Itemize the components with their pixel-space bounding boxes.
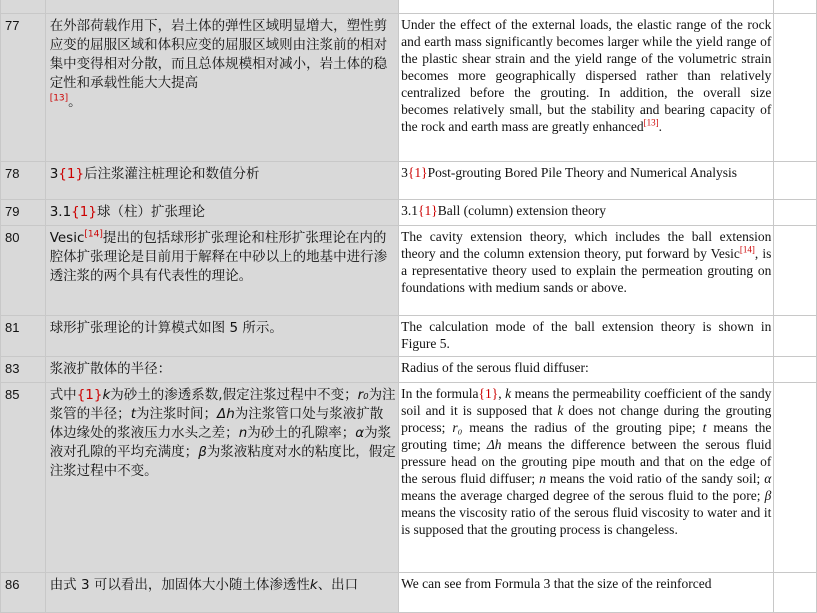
table-row[interactable] bbox=[1, 573, 817, 613]
target-text: Post-grouting Bored Pile Theory and Numerical Analysis bbox=[427, 165, 738, 180]
reference-mark: [13] bbox=[49, 93, 69, 104]
reference-mark: [14] bbox=[84, 229, 103, 240]
target-cell[interactable] bbox=[399, 14, 774, 162]
table-row[interactable] bbox=[1, 226, 817, 316]
table-row[interactable] bbox=[1, 383, 817, 573]
reference-mark: [14] bbox=[739, 244, 755, 255]
source-cell[interactable] bbox=[45, 14, 398, 162]
table-row[interactable] bbox=[1, 200, 817, 226]
tag-marker: {1} bbox=[417, 203, 438, 218]
row-number: 86 bbox=[1, 573, 46, 613]
target-text: Under the effect of the external loads, the elastic range of the rock and earth mass significantly becomes larger while the yield range of the plastic shear strain and the yield range of the volumetric strain becomes more geographically dispersed rather than relatively centralized before the grouting. In addition, the overall size becomes relatively small, but the stability and bearing capacity of the rock and earth mass are greatly enhanced bbox=[401, 17, 772, 134]
row-number: 85 bbox=[1, 383, 46, 573]
target-cell[interactable]: In the formula{1}, k means the permeability coefficient of the sandy soil and it is supposed that k does not change during the grouting process; r₀ means the radius of the grouting pipe; t means the grouting time; Δh means the difference between the serous fluid pressure head on the grouting pipe mouth and that on the edge of the serous fluid diffuser; n means the void ratio of the sandy soil; α means the average charged degree of the serous fluid to the pore; β means the viscosity ratio of the serous fluid viscosity to water and it is supposed that the grouting process is changeless. bbox=[399, 383, 774, 573]
target-cell[interactable]: 3{1}Post-grouting Bored Pile Theory and Numerical Analysis bbox=[399, 162, 774, 200]
target-cell[interactable]: 3.1{1}Ball (column) extension theory bbox=[399, 200, 774, 226]
source-cell[interactable]: 式中{1}k为砂土的渗透系数,假定注浆过程中不变；r₀为注浆管的半径；t为注浆时间；Δh为注浆管口处与浆液扩散体边缘处的浆液压力水头之差；n为砂土的孔隙率；α为浆液对孔隙的平均充满度；β为浆液粘度对水的粘度比，假定注浆过程中不变。 bbox=[45, 383, 398, 573]
target-cell[interactable]: The calculation mode of the ball extension theory is shown in Figure 5. bbox=[399, 316, 774, 357]
tag-marker: {1} bbox=[76, 387, 103, 403]
target-cell[interactable]: The cavity extension theory, which includes the ball extension theory and the column extension theory, put forward by Vesic[14], is a representative theory used to explain the permeation grouting on foundations with medium sands or above. bbox=[399, 226, 774, 316]
row-number: 83 bbox=[1, 357, 46, 383]
source-cell[interactable]: 由式 3 可以看出，加固体大小随土体渗透性k、出口 bbox=[45, 573, 398, 613]
tag-marker: {1} bbox=[407, 165, 428, 180]
row-number: 79 bbox=[1, 200, 46, 226]
target-cell[interactable]: We can see from Formula 3 that the size of the reinforced bbox=[399, 573, 774, 613]
reference-mark: [13] bbox=[643, 117, 659, 128]
row-number: 81 bbox=[1, 316, 46, 357]
source-cell[interactable]: 浆液扩散体的半径： bbox=[45, 357, 398, 383]
tag-marker: {1} bbox=[58, 166, 85, 182]
tag-marker: {1} bbox=[71, 204, 97, 220]
source-text: 后注浆灌注桩理论和数值分析 bbox=[84, 166, 260, 182]
source-cell[interactable]: 3.1{1}球（柱）扩张理论 bbox=[45, 200, 398, 226]
target-text: , is a representative theory used to explain the permeation grouting on foundations with medium sands or above. bbox=[401, 246, 772, 295]
target-cell[interactable]: Radius of the serous fluid diffuser: bbox=[399, 357, 774, 383]
source-cell[interactable]: 3{1}后注浆灌注桩理论和数值分析 bbox=[45, 162, 398, 200]
source-cell[interactable]: Vesic[14]提出的包括球形扩张理论和柱形扩张理论在内的腔体扩张理论是目前用于解释在中砂以上的地基中进行渗透注浆的两个具有代表性的理论。 bbox=[45, 226, 398, 316]
tag-marker: {1} bbox=[478, 386, 499, 401]
source-text: 球（柱）扩张理论 bbox=[96, 204, 205, 220]
table-row[interactable] bbox=[1, 162, 817, 200]
table-row[interactable] bbox=[1, 357, 817, 383]
row-number: 78 bbox=[1, 162, 46, 200]
table-row[interactable] bbox=[1, 0, 817, 14]
source-text: 提出的包括球形扩张理论和柱形扩张理论在内的腔体扩张理论是目前用于解释在中砂以上的地基中进行渗透注浆的两个具有代表性的理论。 bbox=[49, 230, 388, 284]
target-text-end: . bbox=[658, 119, 662, 134]
row-number: 77 bbox=[1, 14, 46, 162]
row-number: 80 bbox=[1, 226, 46, 316]
source-text-end: 。 bbox=[68, 94, 82, 110]
target-text: Ball (column) extension theory bbox=[437, 203, 607, 218]
source-text: 在外部荷载作用下，岩土体的弹性区域明显增大，塑性剪应变的屈服区域和体积应变的屈服区域则由注浆前的相对集中变得相对分散，而且总体规模相对减小，岩土体的稳定性和承载性能大大提高 bbox=[49, 18, 388, 91]
table-row[interactable] bbox=[1, 316, 817, 357]
table-row[interactable] bbox=[1, 14, 817, 162]
source-cell[interactable]: 球形扩张理论的计算模式如图 5 所示。 bbox=[45, 316, 398, 357]
